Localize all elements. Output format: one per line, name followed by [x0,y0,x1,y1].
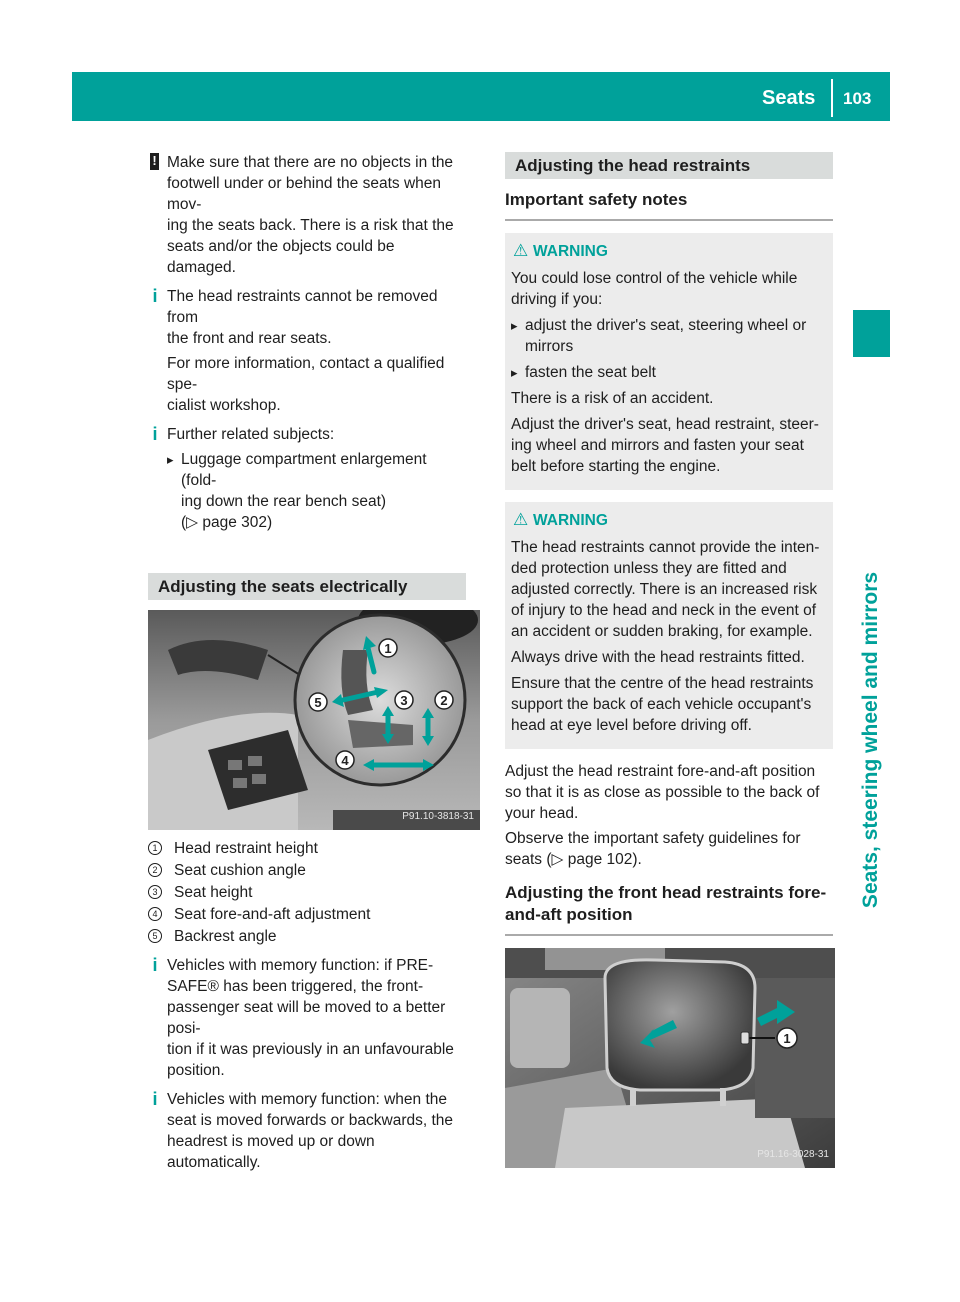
section-title: Adjusting the seats electrically [148,573,466,600]
warning-line: Adjust the driver's seat, head restraint, steer- [511,416,819,433]
callout-1: 1 [384,641,392,656]
callout-4: 4 [341,753,349,768]
legend-text: Head restraint height [174,840,318,857]
body-line: Adjust the head restraint fore-and-aft position [505,763,816,780]
warning-box [505,502,833,749]
warning-box [505,233,833,490]
legend-item [148,882,466,903]
warning-line: ded protection unless they are fitted and [511,560,787,577]
warning-line: an accident or sudden braking, for example. [511,623,813,640]
warning-line: There is a risk of an accident. [511,390,714,407]
info-line: seat is moved forwards or backwards, the [167,1112,454,1129]
legend-item [148,860,466,881]
warning-line: driving if you: [511,291,603,308]
legend-number: 5 [148,929,162,943]
legend-number: 4 [148,907,162,921]
callout-1: 1 [783,1031,791,1046]
info-icon: i [152,286,158,306]
section-title: Adjusting the head restraints [505,152,833,179]
head-restraint-image [505,948,835,1168]
info-note-presafe [148,955,466,1081]
legend-text: Seat height [174,884,253,901]
warning-bullet [511,315,827,357]
legend-number: 2 [148,863,162,877]
chapter-heading: Seats [762,87,816,109]
subsection-title: Important safety notes [505,189,833,221]
seat-controls-illustration [148,610,480,830]
page-reference[interactable]: seats (▷ page 102). [505,851,642,868]
info-icon: i [152,424,158,444]
info-note-memory [148,1089,466,1173]
warning-line: You could lose control of the vehicle while [511,270,798,287]
warning-label: WARNING [533,243,608,260]
warning-line: support the back of each vehicle occupant's [511,696,812,713]
info-line: headrest is moved up or down automatically. [167,1133,375,1171]
related-subjects-heading: Further related subjects: [167,426,335,443]
related-link-text: ing down the rear bench seat) [181,493,387,510]
info-line: tion if it was previously in an unfavourable [167,1041,454,1058]
callout-3: 3 [400,693,408,708]
bullet-line: ▸ fasten the seat belt [525,364,656,381]
warning-triangle-icon: ⚠ [513,241,529,260]
info-line: passenger seat will be moved to a better posi- [167,999,446,1037]
warning-line: footwell under or behind the seats when mov- [167,175,442,213]
info-line: For more information, contact a qualified spe- [167,355,445,393]
chapter-side-label: Seats, steering wheel and mirrors [859,571,882,909]
related-subjects-note [148,424,466,533]
legend-text: Seat fore-and-aft adjustment [174,906,371,923]
info-line: the front and rear seats. [167,330,332,347]
subsection-title-line: Adjusting the front head restraints fore- [505,883,827,902]
chapter-tab [853,310,890,357]
info-line: cialist workshop. [167,397,281,414]
warning-line: head at eye level before driving off. [511,717,752,734]
warning-line: seats and/or the objects could be damaged. [167,238,395,276]
info-icon: i [152,955,158,975]
bullet-line: mirrors [525,338,574,355]
related-link[interactable] [167,449,466,533]
warning-triangle-icon: ⚠ [513,510,529,529]
warning-line: The head restraints cannot provide the inten- [511,539,820,556]
header-divider [831,79,833,117]
image-reference: P91.16-3028-31 [757,1149,829,1160]
damage-warning-note [148,152,466,278]
body-line: so that it is as close as possible to the back of [505,784,820,801]
warning-heading [511,510,827,531]
image-reference: P91.10-3818-31 [402,811,474,822]
warning-line: ing wheel and mirrors and fasten your seat [511,437,804,454]
warning-line: Always drive with the head restraints fitted. [511,649,805,666]
body-line: your head. [505,805,579,822]
legend-item [148,904,466,925]
info-line: SAFE® has been triggered, the front- [167,978,424,995]
callout-5: 5 [314,695,322,710]
legend-item [148,838,466,859]
exclamation-icon: ! [150,153,159,170]
bullet-line: ▸ adjust the driver's seat, steering wheel or [525,317,807,334]
warning-bullet [511,362,827,383]
warning-line: ing the seats back. There is a risk that the [167,217,454,234]
legend-text: Backrest angle [174,928,277,945]
head-restraint-illustration [505,948,835,1168]
info-line: Vehicles with memory function: if PRE- [167,957,434,974]
body-line: Observe the important safety guidelines for [505,830,801,847]
callout-2: 2 [440,693,448,708]
warning-line: belt before starting the engine. [511,458,721,475]
page-reference[interactable]: (▷ page 302) [181,514,273,531]
info-line: position. [167,1062,225,1079]
info-line: The head restraints cannot be removed from [167,288,438,326]
info-note [148,286,466,416]
page-number: 103 [843,89,872,108]
right-column [505,152,833,1168]
warning-line: Ensure that the centre of the head restraints [511,675,814,692]
subsection-title [505,882,833,936]
legend-text: Seat cushion angle [174,862,306,879]
legend-number: 1 [148,841,162,855]
warning-label: WARNING [533,512,608,529]
legend-item [148,926,466,947]
warning-heading [511,241,827,262]
info-line: Vehicles with memory function: when the [167,1091,447,1108]
legend-number: 3 [148,885,162,899]
left-column [148,152,474,1181]
warning-line: Make sure that there are no objects in the [167,154,454,171]
related-link-text: ▸ Luggage compartment enlargement (fold- [181,451,427,489]
warning-line: of injury to the head and neck in the event of [511,602,817,619]
warning-line: adjusted correctly. There is an increased risk [511,581,818,598]
seat-controls-image [148,610,480,830]
subsection-title-line: and-aft position [505,905,633,924]
info-icon: i [152,1089,158,1109]
